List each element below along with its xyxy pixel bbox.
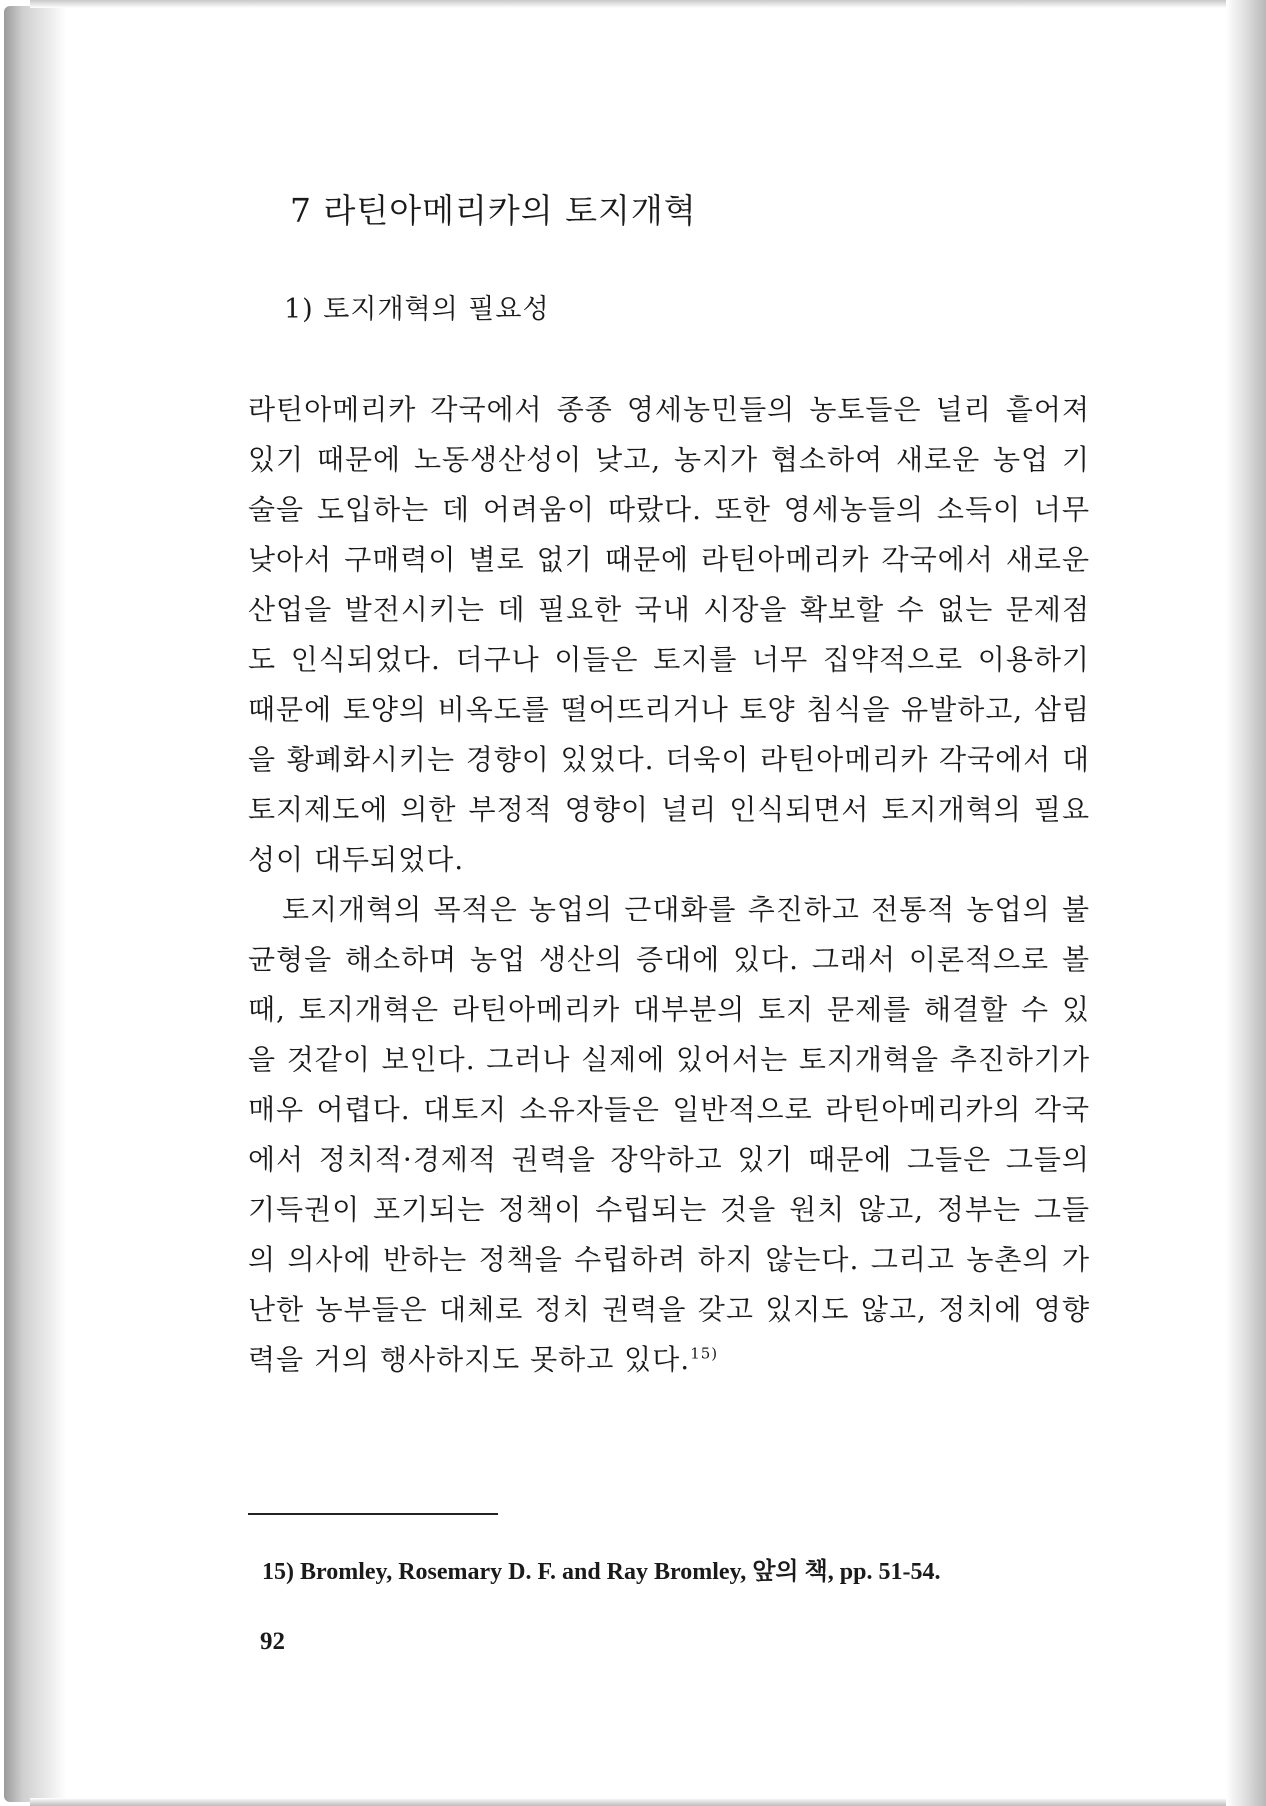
body-text	[248, 385, 1090, 1385]
footnote-divider	[248, 1513, 498, 1515]
paragraph-2	[248, 885, 1090, 1385]
chapter-title: 7 라틴아메리카의 토지개혁	[290, 191, 697, 230]
paragraph-1: 라틴아메리카 각국에서 종종 영세농민들의 농토들은 널리 흩어져 있기 때문에 노동생산성이 낮고, 농지가 협소하여 새로운 농업 기술을 도입하는 데 어려움이 따랐다. 또한 영세농들의 소득이 너무 낮아서 구매력이 별로 없기 때문에 라틴아메리카 각국에서 새로운 산업을 발전시키는 데 필요한 국내 시장을 확보할 수 없는 문제점도 인식되었다. 더구나 이들은 토지를 너무 집약적으로 이용하기 때문에 토양의 비옥도를 떨어뜨리거나 토양 침식을 유발하고, 삼림을 황폐화시키는 경향이 있었다. 더욱이 라틴아메리카 각국에서 대토지제도에 의한 부정적 영향이 널리 인식되면서 토지개혁의 필요성이 대두되었다.	[248, 393, 1090, 876]
page-edge-top	[30, 0, 1240, 8]
book-spine	[4, 6, 66, 1802]
footnote: 15) Bromley, Rosemary D. F. and Ray Bromley, 앞의 책, pp. 51-54.	[262, 1559, 941, 1585]
page-number: 92	[260, 1628, 285, 1655]
page-edge-bottom	[30, 1798, 1240, 1806]
paragraph-2-text: 토지개혁의 목적은 농업의 근대화를 추진하고 전통적 농업의 불균형을 해소하며 농업 생산의 증대에 있다. 그래서 이론적으로 볼 때, 토지개혁은 라틴아메리카 대부분의 토지 문제를 해결할 수 있을 것같이 보인다. 그러나 실제에 있어서는 토지개혁을 추진하기가 매우 어렵다. 대토지 소유자들은 일반적으로 라틴아메리카의 각국에서 정치적·경제적 권력을 장악하고 있기 때문에 그들은 그들의 기득권이 포기되는 정책이 수립되는 것을 원치 않고, 정부는 그들의 의사에 반하는 정책을 수립하려 하지 않는다. 그리고 농촌의 가난한 농부들은 대체로 정치 권력을 갖고 있지도 않고, 정치에 영향력을 거의 행사하지도 못하고 있다.	[248, 893, 1090, 1376]
page-edge-right	[1226, 0, 1266, 1806]
section-title: 1) 토지개혁의 필요성	[284, 294, 550, 325]
footnote-reference[interactable]: 15)	[690, 1344, 719, 1363]
